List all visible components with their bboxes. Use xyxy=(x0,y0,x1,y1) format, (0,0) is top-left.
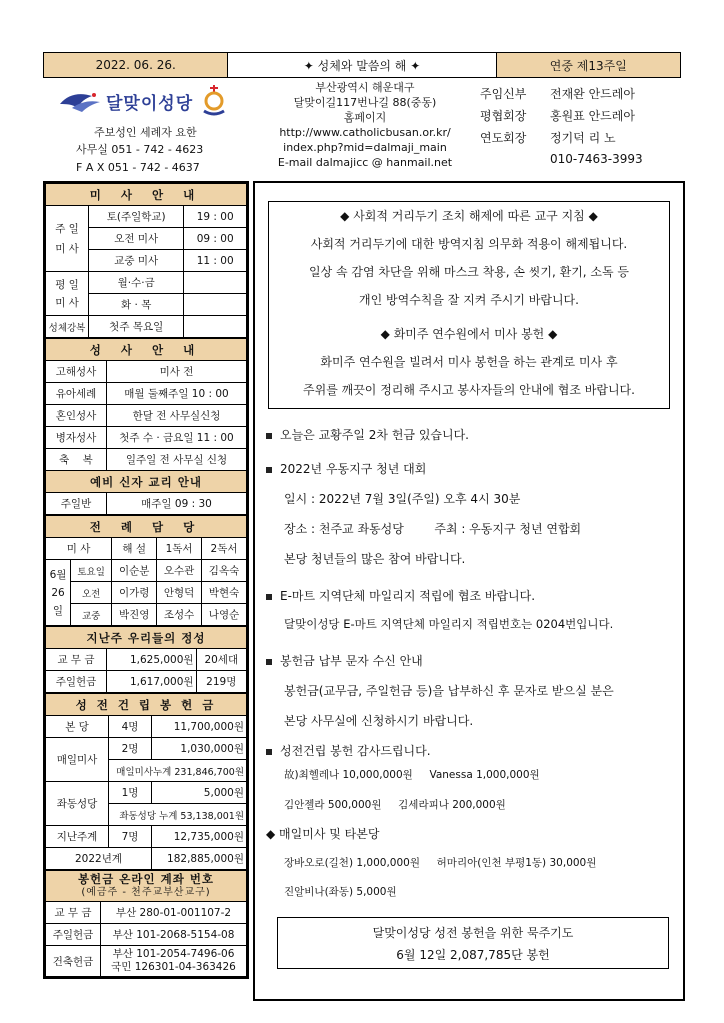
staff-list xyxy=(480,82,690,170)
liturgy-header: 2독서 xyxy=(202,538,247,560)
announcement-text: 봉헌금 납부 문자 수신 안내 xyxy=(280,654,423,668)
fund-name: 매일미사 xyxy=(46,738,109,782)
account-number: 부산 101-2068-5154-08 xyxy=(101,924,247,946)
finance-title: 지난주 우리들의 정성 xyxy=(46,627,247,649)
staff-name: 홍원표 안드레아 xyxy=(550,108,635,123)
bullet-icon xyxy=(266,659,272,665)
building-title: 성 전 건 립 봉 헌 금 xyxy=(46,694,247,716)
dove-icon xyxy=(58,88,102,114)
fund-name: 지난주계 xyxy=(46,826,109,848)
liturgy-mass: 교중 xyxy=(71,604,112,626)
notice-title: ◆ 사회적 거리두기 조치 해제에 따른 교구 지침 ◆ xyxy=(340,209,598,223)
announcement-detail: 본당 사무실에 신청하시기 바랍니다. xyxy=(284,714,474,728)
finance-amount: 1,625,000원 xyxy=(107,649,197,671)
bulletin-date: 2022. 06. 26. xyxy=(44,53,228,77)
rosary-title: 달맞이성당 성전 봉헌을 위한 묵주기도 xyxy=(372,926,574,940)
liturgy-date: 6월 26일 xyxy=(46,560,71,626)
donor-list: 진알비나(좌동) 5,000원 xyxy=(284,886,397,898)
notice-text: 화미주 연수원을 빌려서 미사 봉헌을 하는 관계로 미사 후 xyxy=(320,355,618,369)
liturgy-header: 1독서 xyxy=(157,538,202,560)
staff-row xyxy=(480,82,690,104)
commentator: 이가령 xyxy=(112,582,157,604)
address-line: 부산광역시 해운대구 xyxy=(315,81,415,94)
announcement-detail: 달맞이성당 E-마트 지역단체 마일리지 적립번호는 0204번입니다. xyxy=(284,617,614,631)
sacrament-value: 한달 전 사무실신청 xyxy=(107,405,247,427)
patron-saint: 주보성인 세례자 요한 xyxy=(94,126,197,139)
first-reader: 조성수 xyxy=(157,604,202,626)
donor-list: 故)최헬레나 10,000,000원 Vanessa 1,000,000원 xyxy=(284,769,540,781)
account-name: 교 무 금 xyxy=(46,902,101,924)
liturgy-title: 전 례 담 당 xyxy=(46,516,247,538)
fund-name: 2022년계 xyxy=(46,848,152,870)
info-sidebar xyxy=(43,181,249,979)
announcement xyxy=(266,426,469,443)
weekday-mass-days: 화 · 목 xyxy=(89,294,184,316)
mass-name: 오전 미사 xyxy=(89,228,184,250)
first-reader: 안형덕 xyxy=(157,582,202,604)
finance-count: 219명 xyxy=(196,671,246,693)
staff-row xyxy=(480,148,690,170)
account-table xyxy=(45,870,247,977)
mass-name: 교중 미사 xyxy=(89,250,184,272)
announcement-detail: 본당 청년들의 많은 참여 바랍니다. xyxy=(284,552,466,566)
account-number: 국민 126301-04-363426 xyxy=(111,961,236,973)
second-reader: 나영순 xyxy=(202,604,247,626)
fax-number: F A X 051 - 742 - 4637 xyxy=(76,161,200,174)
notice-text: 주위를 깨끗이 정리해 주시고 봉사자들의 안내에 협조 바랍니다. xyxy=(303,383,635,397)
year-theme: ✦ 성체와 말씀의 해 ✦ xyxy=(228,53,496,77)
account-number: 부산 280-01-001107-2 xyxy=(101,902,247,924)
church-emblem-icon xyxy=(201,85,227,117)
sacrament-name: 혼인성사 xyxy=(46,405,107,427)
announcement-detail: 장소 : 천주교 좌동성당 주최 : 우동지구 청년 연합회 xyxy=(284,522,582,536)
announcement-text: E-마트 지역단체 마일리지 적립에 협조 바랍니다. xyxy=(280,589,536,603)
fund-cumulative: 좌동성당 누계 53,138,001원 xyxy=(109,804,247,826)
liturgy-header: 해 설 xyxy=(112,538,157,560)
account-name: 주일헌금 xyxy=(46,924,101,946)
address-line: 달맞이길117번나길 88(중동) xyxy=(293,96,437,109)
liturgy-mass: 오전 xyxy=(71,582,112,604)
staff-role: 평협회장 xyxy=(480,108,527,123)
mass-time: 11 : 00 xyxy=(184,250,247,272)
notice-text: 사회적 거리두기에 대한 방역지침 의무화 적용이 해제됩니다. xyxy=(310,237,628,251)
fund-count: 2명 xyxy=(109,738,152,760)
bullet-icon xyxy=(266,594,272,600)
liturgy-table xyxy=(45,515,247,626)
bullet-icon xyxy=(266,467,272,473)
staff-name: 정기덕 리 노 xyxy=(550,130,616,145)
notice-title: ◆ 화미주 연수원에서 미사 봉헌 ◆ xyxy=(380,327,558,341)
finance-name: 주일헌금 xyxy=(46,671,107,693)
fund-name: 좌동성당 xyxy=(46,782,109,826)
bullet-icon xyxy=(266,433,272,439)
fund-amount: 12,735,000원 xyxy=(152,826,247,848)
catechism-value: 매주일 09 : 30 xyxy=(107,493,247,515)
sacrament-name: 축 복 xyxy=(46,449,107,471)
staff-phone: 010-7463-3993 xyxy=(550,152,643,166)
fund-name: 본 당 xyxy=(46,716,109,738)
sacrament-name: 병자성사 xyxy=(46,427,107,449)
sacrament-name: 유아세례 xyxy=(46,383,107,405)
sacrament-value: 일주일 전 사무실 신청 xyxy=(107,449,247,471)
email-address[interactable]: E-mail dalmajicc @ hanmail.net xyxy=(277,156,453,169)
announcement xyxy=(266,652,423,669)
announcement xyxy=(266,587,535,604)
weekday-mass-label: 평 일 미 사 xyxy=(46,272,89,316)
notice-text: 일상 속 감염 차단을 위해 마스크 착용, 손 씻기, 환기, 소독 등 xyxy=(308,265,630,279)
staff-role: 연도회장 xyxy=(480,130,527,145)
donor-list: 장바오로(길천) 1,000,000원 허마리아(인천 부평1동) 30,000원 xyxy=(284,857,597,869)
second-reader: 김옥숙 xyxy=(202,560,247,582)
sacrament-value: 매월 둘째주일 10 : 00 xyxy=(107,383,247,405)
mass-time: 19 : 00 xyxy=(184,206,247,228)
finance-count: 20세대 xyxy=(196,649,246,671)
announcement-text: ◆ 매일미사 및 타본당 xyxy=(266,827,380,841)
fund-amount: 5,000원 xyxy=(152,782,247,804)
sunday-mass-label: 주 일 미 사 xyxy=(46,206,89,272)
account-number-cell xyxy=(101,946,247,977)
sacrament-table xyxy=(45,338,247,515)
first-reader: 오수관 xyxy=(157,560,202,582)
commentator: 박진영 xyxy=(112,604,157,626)
sacrament-title: 성 사 안 내 xyxy=(46,339,247,361)
announcement xyxy=(266,460,426,477)
announcement-detail: 일시 : 2022년 7월 3일(주일) 오후 4시 30분 xyxy=(284,492,521,506)
account-title-cell xyxy=(46,871,247,902)
mass-time: 09 : 00 xyxy=(184,228,247,250)
liturgical-week: 연중 제13주일 xyxy=(497,53,680,77)
liturgy-mass: 토요일 xyxy=(71,560,112,582)
catechism-label: 주일반 xyxy=(46,493,107,515)
rosary-box xyxy=(277,917,669,969)
parish-name: 달맞이성당 xyxy=(106,93,194,114)
fund-count: 4명 xyxy=(109,716,152,738)
announcement-text: 성전건립 봉헌 감사드립니다. xyxy=(280,744,431,758)
homepage-label: 홈페이지 xyxy=(343,111,387,124)
fund-count: 7명 xyxy=(109,826,152,848)
catechism-title: 예비 신자 교리 안내 xyxy=(46,471,247,493)
address-block xyxy=(270,80,460,170)
sacrament-value: 미사 전 xyxy=(107,361,247,383)
announcement xyxy=(266,742,431,759)
header-bar xyxy=(43,52,681,78)
donor-list: 김안젤라 500,000원 김세라피나 200,000원 xyxy=(284,799,506,811)
fund-count: 1명 xyxy=(109,782,152,804)
account-holder: (예금주 - 천주교부산교구) xyxy=(81,887,211,898)
finance-amount: 1,617,000원 xyxy=(107,671,197,693)
finance-table xyxy=(45,626,247,693)
sacrament-value: 첫주 수 · 금요일 11 : 00 xyxy=(107,427,247,449)
finance-name: 교 무 금 xyxy=(46,649,107,671)
office-phone: 사무실 051 - 742 - 4623 xyxy=(76,143,204,156)
staff-row xyxy=(480,126,690,148)
mass-title: 미 사 안 내 xyxy=(46,184,247,206)
rosary-count: 6월 12일 2,087,785단 봉헌 xyxy=(396,948,550,962)
staff-name: 전재완 안드레아 xyxy=(550,86,635,101)
homepage-url[interactable]: index.php?mid=dalmaji_main xyxy=(283,141,447,154)
staff-role: 주임신부 xyxy=(480,86,527,101)
second-reader: 박현숙 xyxy=(202,582,247,604)
bullet-icon xyxy=(266,749,272,755)
announcement-text: 오늘은 교황주일 2차 헌금 있습니다. xyxy=(280,428,469,442)
weekday-mass-days: 월·수·금 xyxy=(89,272,184,294)
notice-box xyxy=(268,201,670,409)
commentator: 이순분 xyxy=(112,560,157,582)
notice-text: 개인 방역수칙을 잘 지켜 주시기 바랍니다. xyxy=(359,293,579,307)
parish-logo xyxy=(58,84,248,118)
fund-amount: 11,700,000원 xyxy=(152,716,247,738)
account-name: 건축헌금 xyxy=(46,946,101,977)
fund-cumulative: 매일미사누계 231,846,700원 xyxy=(109,760,247,782)
staff-row xyxy=(480,104,690,126)
announcement-detail: 봉헌금(교무금, 주일헌금 등)을 납부하신 후 문자로 받으실 분은 xyxy=(284,684,614,698)
account-number: 부산 101-2054-7496-06 xyxy=(112,948,235,960)
account-title: 봉헌금 온라인 계좌 번호 xyxy=(77,872,215,886)
liturgy-header: 미 사 xyxy=(46,538,112,560)
building-fund-table xyxy=(45,693,247,870)
fund-amount: 182,885,000원 xyxy=(152,848,247,870)
announcement-text: 2022년 우동지구 청년 대회 xyxy=(280,462,427,476)
mass-table xyxy=(45,183,247,338)
adoration-value: 첫주 목요일 xyxy=(89,316,184,338)
fund-amount: 1,030,000원 xyxy=(152,738,247,760)
mass-name: 토(주일학교) xyxy=(89,206,184,228)
homepage-url[interactable]: http://www.catholicbusan.or.kr/ xyxy=(279,126,451,139)
adoration-label: 성체강복 xyxy=(46,316,89,338)
sacrament-name: 고해성사 xyxy=(46,361,107,383)
